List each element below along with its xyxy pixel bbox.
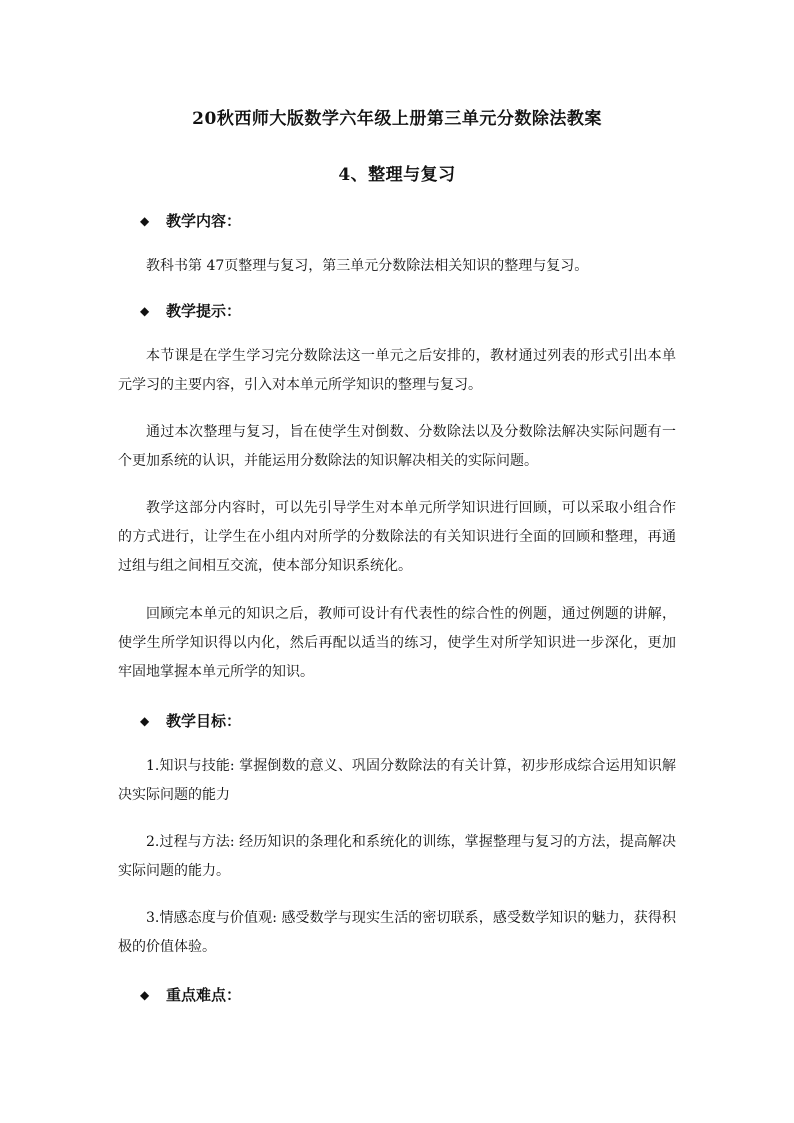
document-subtitle: 4、整理与复习 bbox=[338, 165, 456, 185]
paragraph: 教学这部分内容时，可以先引导学生对本单元所学知识进行回顾，可以采取小组合作的方式进行，让学生在小组内对所学的分数除法的有关知识进行全面的回顾和整理，再通过组与组之间相互交流，使本部分知识系统化。 bbox=[118, 500, 676, 574]
diamond-bullet-icon: ◆ bbox=[140, 213, 150, 228]
diamond-bullet-icon: ◆ bbox=[140, 303, 150, 318]
paragraph: 通过本次整理与复习，旨在使学生对倒数、分数除法以及分数除法解决实际问题有一个更加系统的认识，并能运用分数除法的知识解决相关的实际问题。 bbox=[118, 424, 676, 469]
diamond-bullet-icon: ◆ bbox=[140, 713, 150, 728]
paragraph: 2.过程与方法: 经历知识的条理化和系统化的训练，掌握整理与复习的方法，提高解决实际问题的能力。 bbox=[118, 834, 676, 879]
section-heading-key-points bbox=[140, 984, 241, 1005]
section-heading-label: 重点难点： bbox=[166, 986, 242, 1004]
diamond-bullet-icon: ◆ bbox=[140, 987, 150, 1002]
section-heading-goals bbox=[140, 710, 241, 731]
section-heading-content bbox=[140, 210, 241, 231]
section-heading-label: 教学提示： bbox=[166, 302, 242, 320]
paragraph: 教科书第 47页整理与复习，第三单元分数除法相关知识的整理与复习。 bbox=[146, 258, 589, 274]
paragraph: 本节课是在学生学习完分数除法这一单元之后安排的，教材通过列表的形式引出本单元学习的主要内容，引入对本单元所学知识的整理与复习。 bbox=[118, 348, 676, 393]
section-heading-label: 教学目标： bbox=[166, 712, 242, 730]
paragraph: 回顾完本单元的知识之后，教师可设计有代表性的综合性的例题，通过例题的讲解，使学生所学知识得以内化，然后再配以适当的练习，使学生对所学知识进一步深化，更加牢固地掌握本单元所学的知识。 bbox=[118, 606, 676, 680]
paragraph: 3.情感态度与价值观: 感受数学与现实生活的密切联系，感受数学知识的魅力，获得积极的价值体验。 bbox=[118, 910, 676, 955]
section-heading-label: 教学内容： bbox=[166, 212, 242, 230]
document-title: 20秋西师大版数学六年级上册第三单元分数除法教案 bbox=[192, 109, 602, 129]
paragraph: 1.知识与技能: 掌握倒数的意义、巩固分数除法的有关计算，初步形成综合运用知识解决实际问题的能力 bbox=[118, 758, 676, 803]
section-heading-tips bbox=[140, 300, 241, 321]
